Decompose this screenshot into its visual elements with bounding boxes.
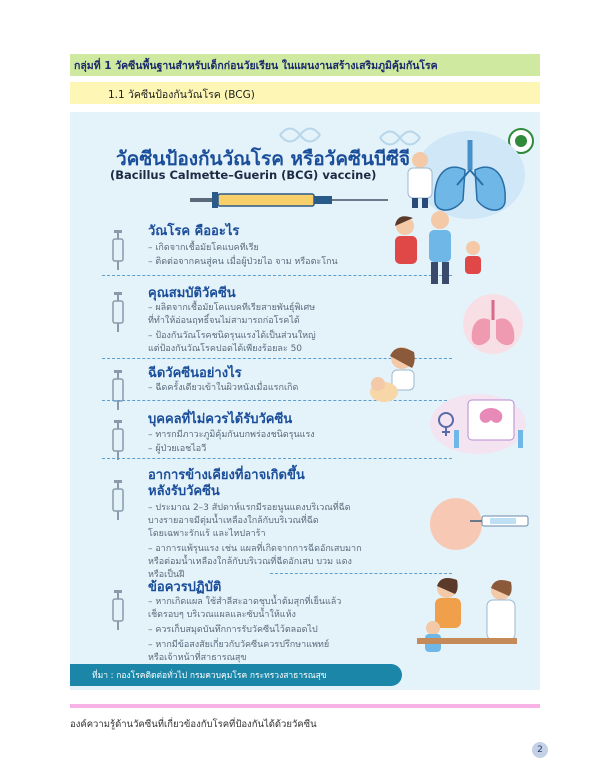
bullet-text: – ฉีดครั้งเดียวเข้าในผิวหนังเมื่อแรกเกิด xyxy=(148,383,299,393)
section-heading: ฉีดวัคซีนอย่างไร xyxy=(148,366,242,381)
bullet-text: หรือต่อมน้ำเหลืองใกล้กับบริเวณที่ฉีดอักเสบ บวม แดง xyxy=(148,557,352,567)
bullet-text: โดยเฉพาะรักแร้ และไหปลาร้า xyxy=(148,529,266,539)
bullet-text: – หากมีข้อสงสัยเกี่ยวกับวัคซีนควรปรึกษาแพทย์ xyxy=(148,640,330,650)
section-heading: อาการข้างเคียงที่อาจเกิดขึ้น xyxy=(148,468,305,483)
bullet-text: หรือเป็นฝี xyxy=(148,570,185,580)
bullet-text: – ควรเก็บสมุดบันทึกการรับวัคซีนไว้ตลอดไป xyxy=(148,625,318,635)
syringe-icon xyxy=(110,420,126,460)
section-heading: คุณสมบัติวัคซีน xyxy=(148,286,236,301)
family-illustration xyxy=(385,208,495,288)
footer-divider xyxy=(70,704,540,708)
group-title: กลุ่มที่ 1 วัคซีนพื้นฐานสำหรับเด็กก่อนวัยเรียน ในแผนงานสร้างเสริมภูมิคุ้มกันโรค xyxy=(74,60,438,72)
bullet-text: – ติดต่อจากคนสู่คน เมื่อผู้ป่วยไอ จาม หรือตะโกน xyxy=(148,257,338,267)
syringe-icon xyxy=(110,230,126,270)
lab-illustration xyxy=(428,390,528,456)
bullet-text: ที่ทำให้อ่อนฤทธิ์จนไม่สามารถก่อโรคได้ xyxy=(148,316,300,326)
syringe-icon xyxy=(110,590,126,630)
bullet-text: – ทารกมีภาวะภูมิคุ้มกันบกพร่องชนิดรุนแรง xyxy=(148,430,315,440)
bullet-text: – อาการแพ้รุนแรง เช่น แผลที่เกิดจากการฉีดอักเสบมาก xyxy=(148,544,362,554)
bullet-text: แต่ป้องกันวัณโรคปอดได้เพียงร้อยละ 50 xyxy=(148,344,303,354)
section-divider xyxy=(102,458,452,459)
section-heading: บุคคลที่ไม่ควรได้รับวัคซีน xyxy=(148,412,293,427)
section-heading-line2: หลังรับวัคซีน xyxy=(148,484,220,499)
section-title: 1.1 วัคซีนป้องกันวัณโรค (BCG) xyxy=(108,89,255,101)
injection-arm-illustration xyxy=(430,490,530,560)
bullet-text: หรือเจ้าหน้าที่สาธารณสุข xyxy=(148,653,247,663)
syringe-icon xyxy=(110,292,126,332)
section-heading: วัณโรค คืออะไร xyxy=(148,224,240,239)
section-heading: ข้อควรปฏิบัติ xyxy=(148,580,222,595)
bullet-text: – หากเกิดแผล ใช้สำลีสะอาดชุบน้ำต้มสุกที่เย็นแล้ว xyxy=(148,597,342,607)
bullet-text: บางรายอาจมีตุ่มน้ำเหลืองใกล้กับบริเวณที่ฉีด xyxy=(148,516,319,526)
mother-baby-illustration xyxy=(366,342,426,408)
syringe-icon xyxy=(110,370,126,410)
bullet-text: – เกิดจากเชื้อมัยโคแบคทีเรีย xyxy=(148,243,259,253)
poster-title: วัคซีนป้องกันวัณโรค หรือวัคซีนบีซีจี xyxy=(116,148,411,170)
syringe-icon xyxy=(110,480,126,520)
large-syringe-icon xyxy=(190,188,390,212)
lungs-pink-illustration xyxy=(458,292,528,356)
source-bar xyxy=(70,664,402,686)
page-number: 2 xyxy=(532,742,548,758)
poster-subtitle: (Bacillus Calmette–Guerin (BCG) vaccine) xyxy=(110,168,377,182)
bullet-text: – ผู้ป่วยเอชไอวี xyxy=(148,444,207,454)
footer-text: องค์ความรู้ด้านวัคซีนที่เกี่ยวข้องกับโรคที่ป้องกันได้ด้วยวัคซีน xyxy=(70,719,317,730)
bcg-infographic xyxy=(70,112,540,690)
bullet-text: – ผลิตจากเชื้อมัยโคแบคทีเรียสายพันธุ์พิเศษ xyxy=(148,303,316,313)
bullet-text: – ประมาณ 2–3 สัปดาห์แรกมีรอยนูนแดงบริเวณที่ฉีด xyxy=(148,503,351,513)
source-text: ที่มา : กองโรคติดต่อทั่วไป กรมควบคุมโรค กระทรวงสาธารณสุข xyxy=(92,671,327,681)
doctor-family-illustration xyxy=(415,572,530,664)
bullet-text: เช็ดรอบๆ บริเวณแผลและซับน้ำให้แห้ง xyxy=(148,610,296,620)
bullet-text: – ป้องกันวัณโรคชนิดรุนแรงได้เป็นส่วนใหญ่ xyxy=(148,331,316,341)
